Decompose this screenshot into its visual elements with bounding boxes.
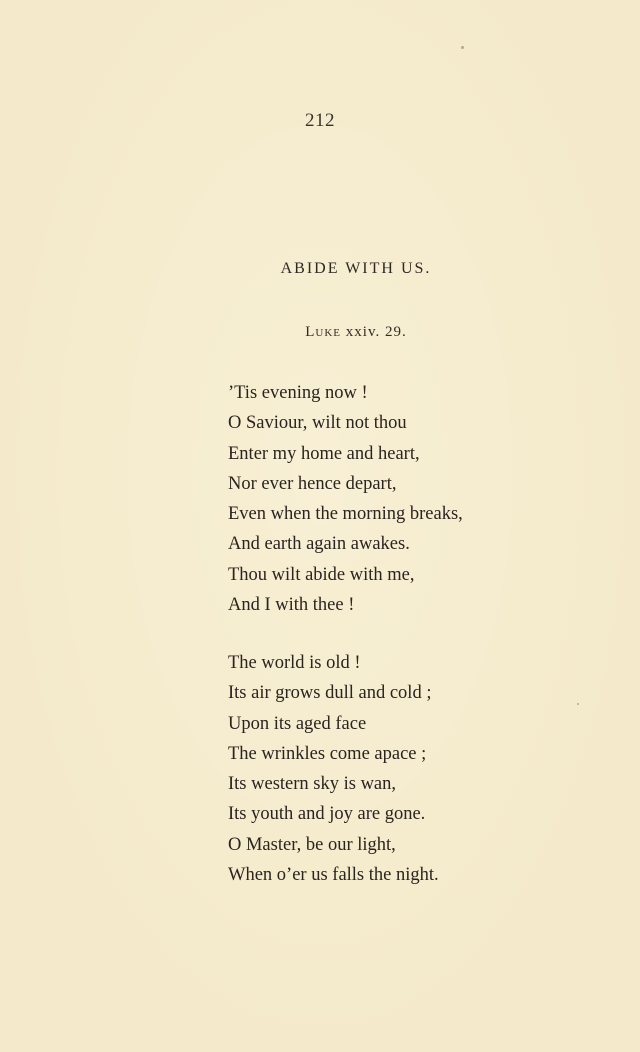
reference-citation: xxiv. 29. xyxy=(345,324,407,340)
poem-line: The world is old ! xyxy=(228,653,361,673)
poem-line: Enter my home and heart, xyxy=(228,443,420,464)
poem-line: And earth again awakes. xyxy=(228,534,410,555)
reference-book: Luke xyxy=(305,324,342,340)
paper-speck xyxy=(461,46,464,49)
poem-line: Upon its aged face xyxy=(228,713,367,734)
poem-line: When o’er us falls the night. xyxy=(228,865,439,886)
poem-line: Its western sky is wan, xyxy=(228,774,397,795)
poem-line: And I with thee ! xyxy=(228,595,355,616)
page-number: 212 xyxy=(305,110,335,131)
poem-line: Its youth and joy are gone. xyxy=(228,804,426,825)
scripture-reference xyxy=(0,324,640,341)
poem-title: ABIDE WITH US. xyxy=(280,260,432,277)
poem-line: O Master, be our light, xyxy=(228,834,396,855)
paper-speck xyxy=(577,703,579,705)
poem-stanza-2 xyxy=(228,648,548,890)
poem-line: The wrinkles come apace ; xyxy=(228,743,427,764)
poem-stanza-1 xyxy=(228,378,548,620)
poem-line: Nor ever hence depart, xyxy=(228,473,397,494)
poem-line: ’Tis evening now ! xyxy=(228,383,368,403)
poem-line: Even when the morning breaks, xyxy=(228,504,463,525)
poem-line: O Saviour, wilt not thou xyxy=(228,413,407,434)
poem-line: Its air grows dull and cold ; xyxy=(228,683,432,704)
poem-line: Thou wilt abide with me, xyxy=(228,564,415,585)
